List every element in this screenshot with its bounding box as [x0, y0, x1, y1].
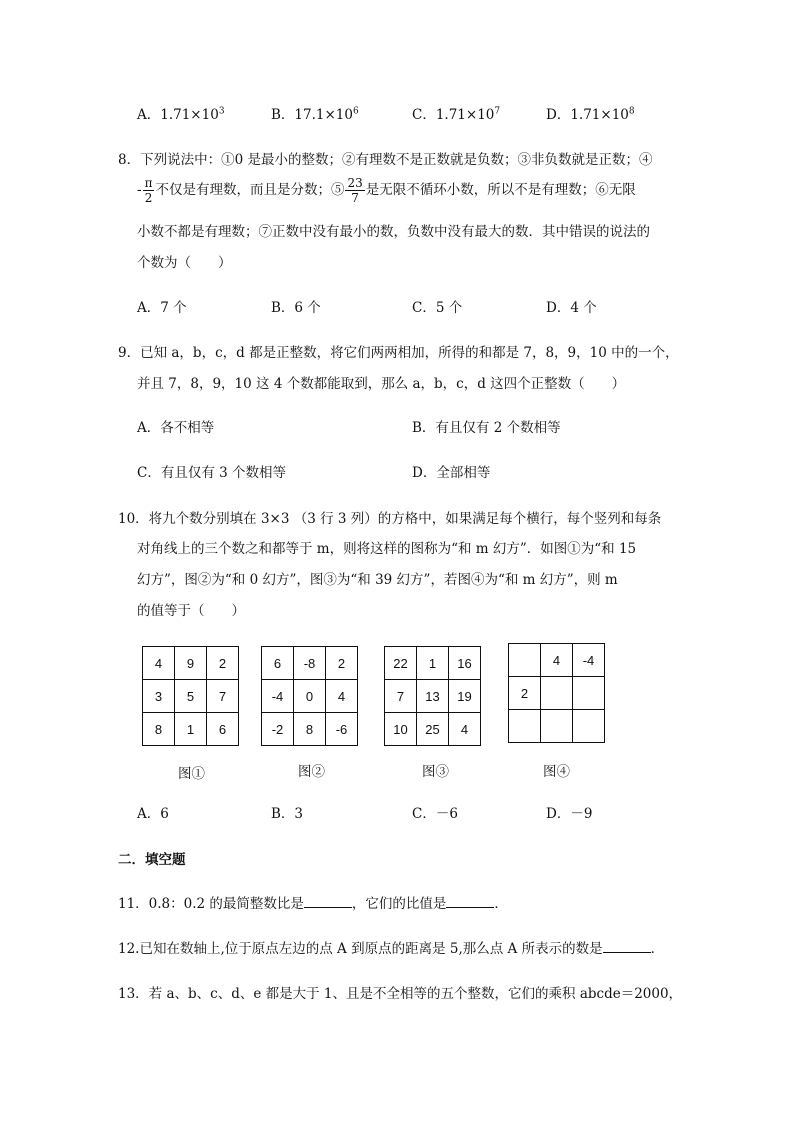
q8-line-4: 个数为（ ） — [137, 255, 232, 271]
q8-option-c: C．5 个 — [412, 300, 463, 316]
figure-caption-2: 图② — [298, 764, 325, 780]
grid-cell — [573, 710, 605, 743]
q8-line-3: 小数不都是有理数；⑦正数中没有最小的数，负数中没有最大的数．其中错误的说法的 — [137, 224, 650, 240]
grid-cell: 16 — [449, 647, 481, 680]
q7-option-d: D．$1.71\times 10^8$ — [546, 106, 635, 123]
q11: 11．0.8：0.2 的最简整数比是 ，它们的比值是 ． — [118, 896, 508, 912]
grid-cell: -4 — [573, 644, 605, 677]
magic-square-4 — [508, 643, 605, 743]
grid-cell — [541, 677, 573, 710]
grid-cell: -4 — [262, 680, 294, 713]
grid-cell: -8 — [294, 647, 326, 680]
grid-cell: 3 — [143, 680, 175, 713]
q9-option-d: D．全部相等 — [412, 465, 491, 481]
grid-cell: 10 — [385, 713, 417, 746]
q9-line-1: 9．已知 a，b，c，d 都是正整数，将它们两两相加，所得的和都是 7，8，9，10 中的一个， — [118, 345, 679, 361]
q9-line-2: 并且 7，8，9，10 这 4 个数都能取到，那么 a，b，c，d 这四个正整数（ ） — [137, 376, 626, 392]
q12: 12.已知在数轴上,位于原点左边的点 A 到原点的距离是 5,那么点 A 所表示的数是 ． — [118, 941, 665, 957]
q8-option-d: D．4 个 — [546, 300, 597, 316]
q10-option-b: B．3 — [271, 806, 304, 822]
q13: 13．若 a、b、c、d、e 都是大于 1、且是不全相等的五个整数，它们的乘积 abcde＝2000， — [118, 986, 683, 1002]
q7-option-c: C．$1.71\times 10^7$ — [412, 106, 501, 123]
grid-cell: 2 — [326, 647, 358, 680]
q7-option-b: B．$17.1\times 10^6$ — [271, 106, 359, 123]
q8-line-1: 8．下列说法中：①0 是最小的整数；②有理数不是正数就是负数；③非负数就是正数；④ — [118, 152, 653, 168]
grid-cell — [573, 677, 605, 710]
grid-cell: 8 — [294, 713, 326, 746]
grid-cell: 22 — [385, 647, 417, 680]
grid-cell: 6 — [262, 647, 294, 680]
magic-square-3 — [384, 646, 481, 746]
magic-square-2 — [261, 646, 358, 746]
q10-line-3: 幻方”，图②为“和 0 幻方”，图③为“和 39 幻方”，若图④为“和 m 幻方”，则 m — [137, 572, 618, 588]
grid-cell: 4 — [449, 713, 481, 746]
grid-cell: 4 — [541, 644, 573, 677]
q7-option-a: A．$1.71\times 10^3$ — [137, 106, 225, 123]
q10-option-c: C．－6 — [412, 806, 458, 822]
q9-option-c: C．有且仅有 3 个数相等 — [137, 465, 287, 481]
grid-cell: 2 — [207, 647, 239, 680]
grid-cell: 1 — [175, 713, 207, 746]
q9-option-b: B．有且仅有 2 个数相等 — [412, 420, 561, 436]
grid-cell — [509, 710, 541, 743]
grid-cell: 0 — [294, 680, 326, 713]
section-heading: 二．填空题 — [118, 852, 186, 868]
grid-cell: 19 — [449, 680, 481, 713]
figure-caption-1: 图① — [178, 766, 205, 782]
q9-option-a: A．各不相等 — [137, 420, 215, 436]
pi-over-2-fraction: $\frac{\pi}{2}$ — [144, 176, 153, 205]
q8-option-a: A．7 个 — [137, 300, 187, 316]
grid-cell: 1 — [417, 647, 449, 680]
grid-cell: 6 — [207, 713, 239, 746]
grid-cell: 4 — [143, 647, 175, 680]
q8-line-2: - $\frac{\pi}{2}$ 不仅是有理数，而且是分数；⑤ $\frac{23}{7}$ 是无限不循环小数，所以不是有理数；⑥无限 — [137, 176, 636, 205]
answer-blank — [603, 940, 651, 953]
grid-cell: 4 — [326, 680, 358, 713]
answer-blank — [304, 895, 352, 908]
grid-cell: 2 — [509, 677, 541, 710]
grid-cell — [541, 710, 573, 743]
q10-option-d: D．－9 — [546, 806, 593, 822]
grid-cell: 13 — [417, 680, 449, 713]
magic-square-1 — [142, 646, 239, 746]
q8-option-b: B．6 个 — [271, 300, 321, 316]
grid-cell: 5 — [175, 680, 207, 713]
q10-line-4: 的值等于（ ） — [137, 603, 245, 619]
figure-caption-3: 图③ — [422, 764, 449, 780]
grid-cell: -6 — [326, 713, 358, 746]
figure-caption-4: 图④ — [543, 764, 570, 780]
grid-cell: -2 — [262, 713, 294, 746]
q10-line-2: 对角线上的三个数之和都等于 m，则将这样的图称为“和 m 幻方”．如图①为“和 15 — [137, 541, 637, 557]
grid-cell: 7 — [207, 680, 239, 713]
grid-cell: 7 — [385, 680, 417, 713]
fraction-23-7: $\frac{23}{7}$ — [347, 176, 363, 205]
q10-option-a: A．6 — [137, 806, 169, 822]
answer-blank — [446, 895, 494, 908]
grid-cell: 8 — [143, 713, 175, 746]
grid-cell — [509, 644, 541, 677]
grid-cell: 9 — [175, 647, 207, 680]
q10-line-1: 10．将九个数分别填在 3×3 （3 行 3 列）的方格中，如果满足每个横行，每个竖列和每条 — [118, 511, 662, 527]
grid-cell: 25 — [417, 713, 449, 746]
